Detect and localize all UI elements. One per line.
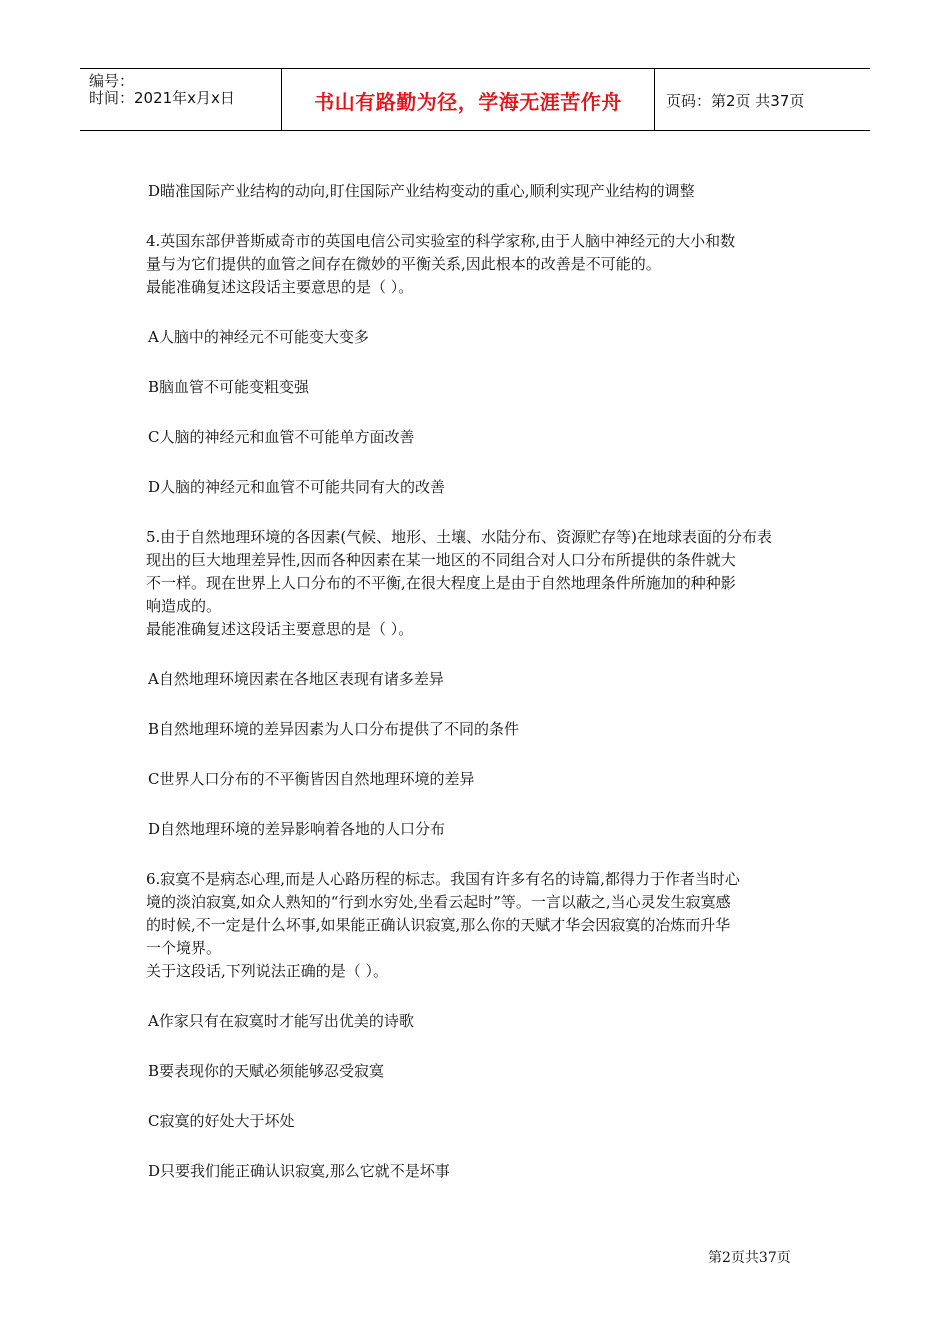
document-body [146,180,810,1183]
q5-stem-line: 响造成的。 [146,597,222,615]
q6-stem-line: 的时候,不一定是什么坏事,如果能正确认识寂寞,那么你的天赋才华会因寂寞的冶炼而升华 [146,916,731,934]
q6-option-d: D只要我们能正确认识寂寞,那么它就不是坏事 [148,1162,450,1180]
header-time-label: 时间：2021年x月x日 [89,89,235,107]
q6-stem-line: 6.寂寞不是病态心理,而是人心路历程的标志。我国有许多有名的诗篇,都得力于作者当时心 [146,870,740,888]
q6-option-b: B要表现你的天赋必须能够忍受寂寞 [148,1062,385,1080]
q5-option-d: D自然地理环境的差异影响着各地的人口分布 [148,820,446,838]
q6-stem-line: 一个境界。 [146,939,222,957]
q5-stem-line: 现出的巨大地理差异性,因而各种因素在某一地区的不同组合对人口分布所提供的条件就大 [146,551,736,569]
question-4 [146,230,810,499]
header-number-label: 编号： [89,72,135,90]
question-6 [146,868,810,1183]
page-header [80,68,870,131]
header-motto: 书山有路勤为径，学海无涯苦作舟 [314,90,622,114]
q5-option-c: C世界人口分布的不平衡皆因自然地理环境的差异 [148,770,475,788]
q5-option-a: A自然地理环境因素在各地区表现有诸多差异 [148,670,444,688]
page-footer: 第2页共37页 [708,1250,791,1266]
q4-stem-line: 量与为它们提供的血管之间存在微妙的平衡关系,因此根本的改善是不可能的。 [146,255,661,273]
q6-stem-line: 境的淡泊寂寞,如众人熟知的“行到水穷处,坐看云起时”等。一言以蔽之,当心灵发生寂寞感 [146,893,731,911]
q6-option-a: A作家只有在寂寞时才能写出优美的诗歌 [148,1012,414,1030]
q4-stem-line: 4.英国东部伊普斯威奇市的英国电信公司实验室的科学家称,由于人脑中神经元的大小和数 [146,232,736,250]
q4-option-b: B脑血管不可能变粗变强 [148,378,310,396]
q4-option-a: A人脑中的神经元不可能变大变多 [148,328,369,346]
q4-option-d: D人脑的神经元和血管不可能共同有大的改善 [148,478,446,496]
header-page-info: 页码：第2页 共37页 [666,92,805,110]
q6-prompt: 关于这段话,下列说法正确的是（ ）。 [146,962,389,980]
question-5 [146,526,810,841]
q4-option-c: C人脑的神经元和血管不可能单方面改善 [148,428,415,446]
q3-option-d: D瞄准国际产业结构的动向,盯住国际产业结构变动的重心,顺利实现产业结构的调整 [148,182,695,200]
q5-stem-line: 5.由于自然地理环境的各因素(气候、地形、土壤、水陆分布、资源贮存等)在地球表面的分布表 [146,528,773,546]
header-divider [654,69,655,130]
q4-prompt: 最能准确复述这段话主要意思的是（ ）。 [146,278,414,296]
q5-option-b: B自然地理环境的差异因素为人口分布提供了不同的条件 [148,720,520,738]
q5-prompt: 最能准确复述这段话主要意思的是（ ）。 [146,620,414,638]
q6-option-c: C寂寞的好处大于坏处 [148,1112,295,1130]
q5-stem-line: 不一样。现在世界上人口分布的不平衡,在很大程度上是由于自然地理条件所施加的种种影 [146,574,736,592]
